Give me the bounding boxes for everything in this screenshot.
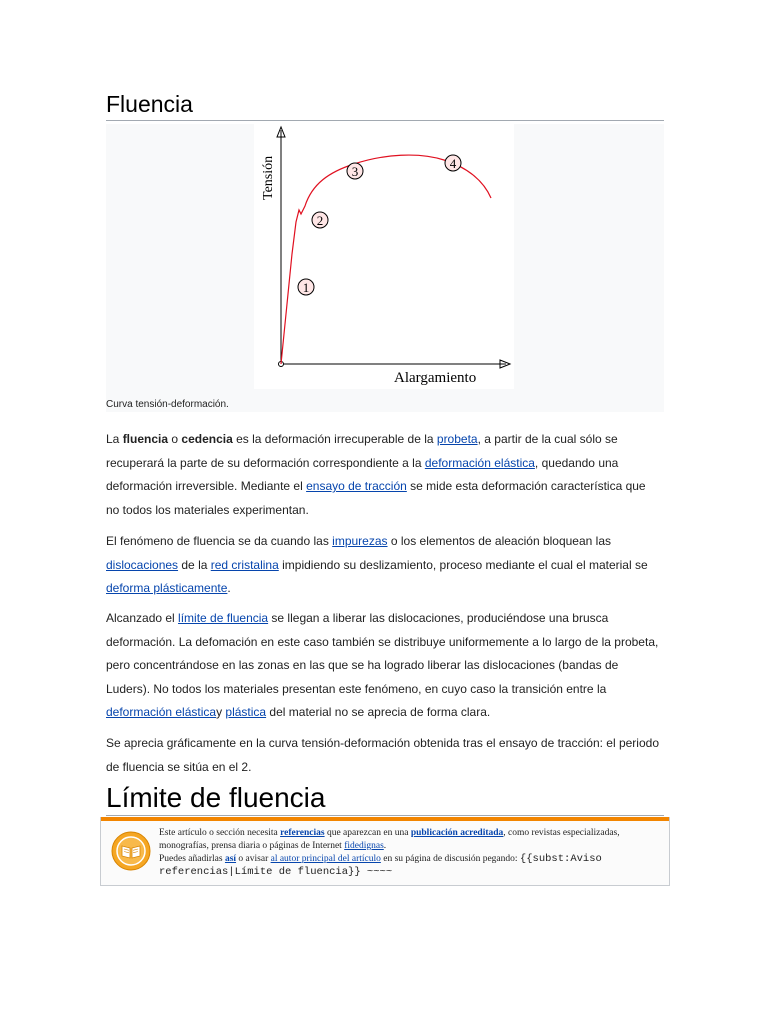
marker-4 bbox=[445, 155, 461, 171]
svg-text:4: 4 bbox=[449, 156, 457, 171]
link-publicacion-acreditada[interactable]: publicación acreditada bbox=[410, 828, 504, 838]
paragraph-1: La fluencia o cedencia es la deformación irrecuperable de la probeta, a partir de la cual sólo se recuperará la parte de su deformación correspondiente a la deformación elástica, quedando una deformación irreversible. Mediante el ensayo de tracción se mide esta deformación característica que no todos los materiales experimentan. bbox=[106, 432, 646, 517]
link-referencias[interactable]: referencias bbox=[280, 828, 325, 838]
link-fidedignas[interactable]: fidedignas bbox=[344, 841, 384, 851]
paragraph-4: Se aprecia gráficamente en la curva tensión-deformación obtenida tras el ensayo de tracción: el periodo de fluencia se sitúa en el 2. bbox=[106, 736, 659, 774]
figure-caption: Curva tensión-deformación. bbox=[106, 399, 229, 410]
x-axis-label: Alargamiento bbox=[394, 370, 477, 386]
section2-divider bbox=[106, 815, 664, 816]
link-red-cristalina[interactable]: red cristalina bbox=[210, 557, 279, 572]
link-deformacion-elastica-2[interactable]: deformación elástica bbox=[106, 705, 217, 719]
paragraph-3: Alcanzado el límite de fluencia se llegan a liberar las dislocaciones, produciéndose una brusca deformación. La defomación en este caso también se distribuye uniformemente a lo largo de la probeta, pero concentrándose en las zonas en las que se ha logrado liberar las dislocaciones (bandas de Luders). No todos los materiales presentan este fenómeno, en cuyo caso la transición entre la deformación elásticay plástica del material no se aprecia de forma clara. bbox=[106, 611, 659, 719]
stress-strain-diagram[interactable] bbox=[254, 124, 514, 389]
link-asi[interactable]: así bbox=[224, 854, 237, 864]
notice-accent-bar bbox=[101, 817, 669, 821]
marker-2 bbox=[312, 212, 328, 228]
link-deforma-plasticamente[interactable]: deforma plásticamente bbox=[106, 581, 228, 595]
book-icon bbox=[111, 831, 151, 871]
svg-text:3: 3 bbox=[351, 164, 359, 179]
section-title-limite-de-fluencia: Límite de fluencia bbox=[106, 782, 326, 813]
paragraph-2: El fenómeno de fluencia se da cuando las impurezas o los elementos de aleación bloquean las dislocaciones de la red cristalina impidiendo su deslizamiento, proceso mediante el cual el material se deforma plásticamente. bbox=[106, 534, 648, 595]
link-autor-principal[interactable]: al autor principal del artículo bbox=[270, 854, 381, 864]
link-ensayo-de-traccion[interactable]: ensayo de tracción bbox=[306, 479, 407, 493]
svg-text:2: 2 bbox=[316, 213, 324, 228]
link-deformacion-elastica[interactable]: deformación elástica bbox=[424, 455, 535, 470]
y-axis-label: Tensión bbox=[261, 155, 276, 200]
title-divider bbox=[106, 120, 664, 121]
link-limite-de-fluencia[interactable]: límite de fluencia bbox=[178, 611, 269, 625]
link-plastica[interactable]: plástica bbox=[225, 705, 267, 719]
marker-3 bbox=[347, 163, 363, 179]
svg-text:1: 1 bbox=[302, 280, 310, 295]
link-dislocaciones[interactable]: dislocaciones bbox=[106, 557, 179, 572]
notice-text: Este artículo o sección necesita referencias que aparezcan en una publicación acreditada, como revistas especializadas, monografías, prensa diaria o páginas de Internet fidedignas. Puedes añadirlas así o avisar al autor principal del artículo en su página de discusión pegando: {{subst:Aviso referencias|Límite de fluencia}} ~~~~ bbox=[159, 828, 620, 878]
link-probeta[interactable]: probeta bbox=[436, 432, 478, 446]
section-title-fluencia: Fluencia bbox=[106, 91, 193, 117]
marker-1 bbox=[298, 279, 314, 295]
stress-strain-curve bbox=[281, 155, 491, 364]
link-impurezas[interactable]: impurezas bbox=[332, 534, 388, 548]
references-notice-box bbox=[100, 817, 670, 886]
subst-template-code[interactable]: {{subst:Aviso referencias|Límite de fluencia}} ~~~~ bbox=[159, 853, 602, 878]
figure-container bbox=[106, 124, 664, 412]
